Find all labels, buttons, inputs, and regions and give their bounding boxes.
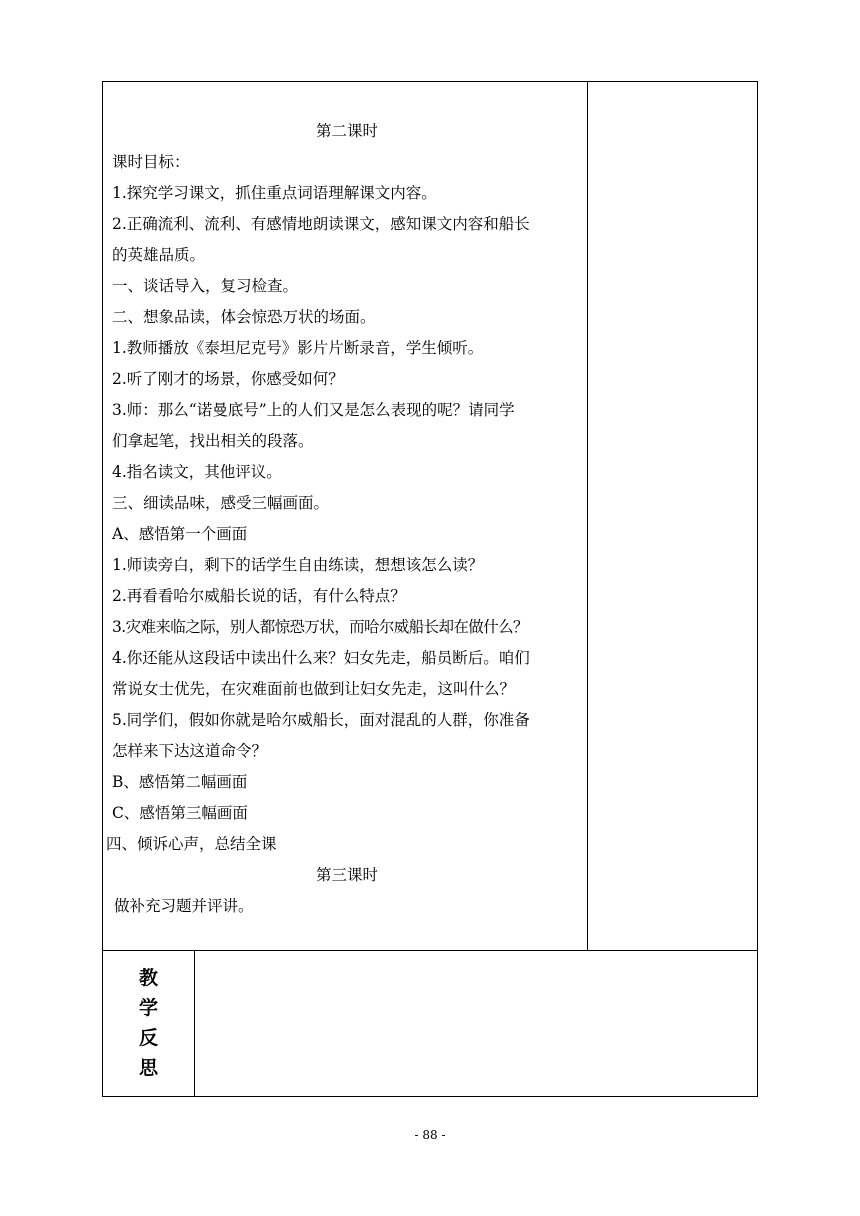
reflection-label-char: 反 [138,1027,158,1049]
lesson-content [106,116,582,922]
reflection-label-char: 教 [138,967,158,989]
content-line: 课时目标： [112,153,190,171]
content-line: 4.指名读文，其他评议。 [112,463,282,481]
content-line: 们拿起笔，找出相关的段落。 [112,432,314,450]
content-line: 一、谈话导入，复习检查。 [112,277,299,295]
content-line: 二、想象品读，体会惊恐万状的场面。 [112,308,376,326]
content-line: 5.同学们，假如你就是哈尔威船长，面对混乱的人群，你准备 [112,711,530,729]
content-line: 2.听了刚才的场景，你感受如何？ [112,370,344,388]
content-line: 4.你还能从这段话中读出什么来？妇女先走，船员断后。咱们 [112,649,530,667]
reflection-table [102,950,758,1097]
content-line: 3.师：那么“诺曼底号”上的人们又是怎么表现的呢？请同学 [112,401,515,419]
content-line: 怎样来下达这道命令？ [112,742,268,760]
reflection-label-char: 学 [138,997,158,1019]
reflection-label-char: 思 [138,1057,158,1079]
content-line: 2.正确流利、流利、有感情地朗读课文，感知课文内容和船长 [112,215,530,233]
content-line: 三、细读品味，感受三幅画面。 [112,494,330,512]
column-divider [194,950,195,1096]
section-title-lesson-2: 第二课时 [315,122,378,140]
reflection-label [103,950,194,1096]
content-line: A、感悟第一个画面 [112,525,248,543]
content-line: 1.教师播放《泰坦尼克号》影片片断录音，学生倾听。 [112,339,484,357]
section-title-lesson-3: 第三课时 [315,866,378,884]
content-line: 的英雄品质。 [112,246,206,264]
content-line: C、感悟第三幅画面 [112,804,248,822]
column-divider [587,82,588,950]
content-line: 1.师读旁白，剩下的话学生自由练读，想想该怎么读？ [112,556,484,574]
content-line: B、感悟第二幅画面 [112,773,248,791]
content-line: 做补充习题并评讲。 [114,897,254,915]
content-line: 常说女士优先，在灾难面前也做到让妇女先走，这叫什么？ [112,680,516,698]
content-line: 四、倾诉心声，总结全课 [106,835,277,853]
content-line: 3.灾难来临之际，别人都惊恐万状，而哈尔威船长却在做什么？ [112,618,528,636]
page-number: - 88 - [414,1128,446,1142]
content-line: 1.探究学习课文，抓住重点词语理解课文内容。 [112,184,437,202]
lesson-plan-table [102,81,758,951]
content-line: 2.再看看哈尔威船长说的话，有什么特点？ [112,587,406,605]
